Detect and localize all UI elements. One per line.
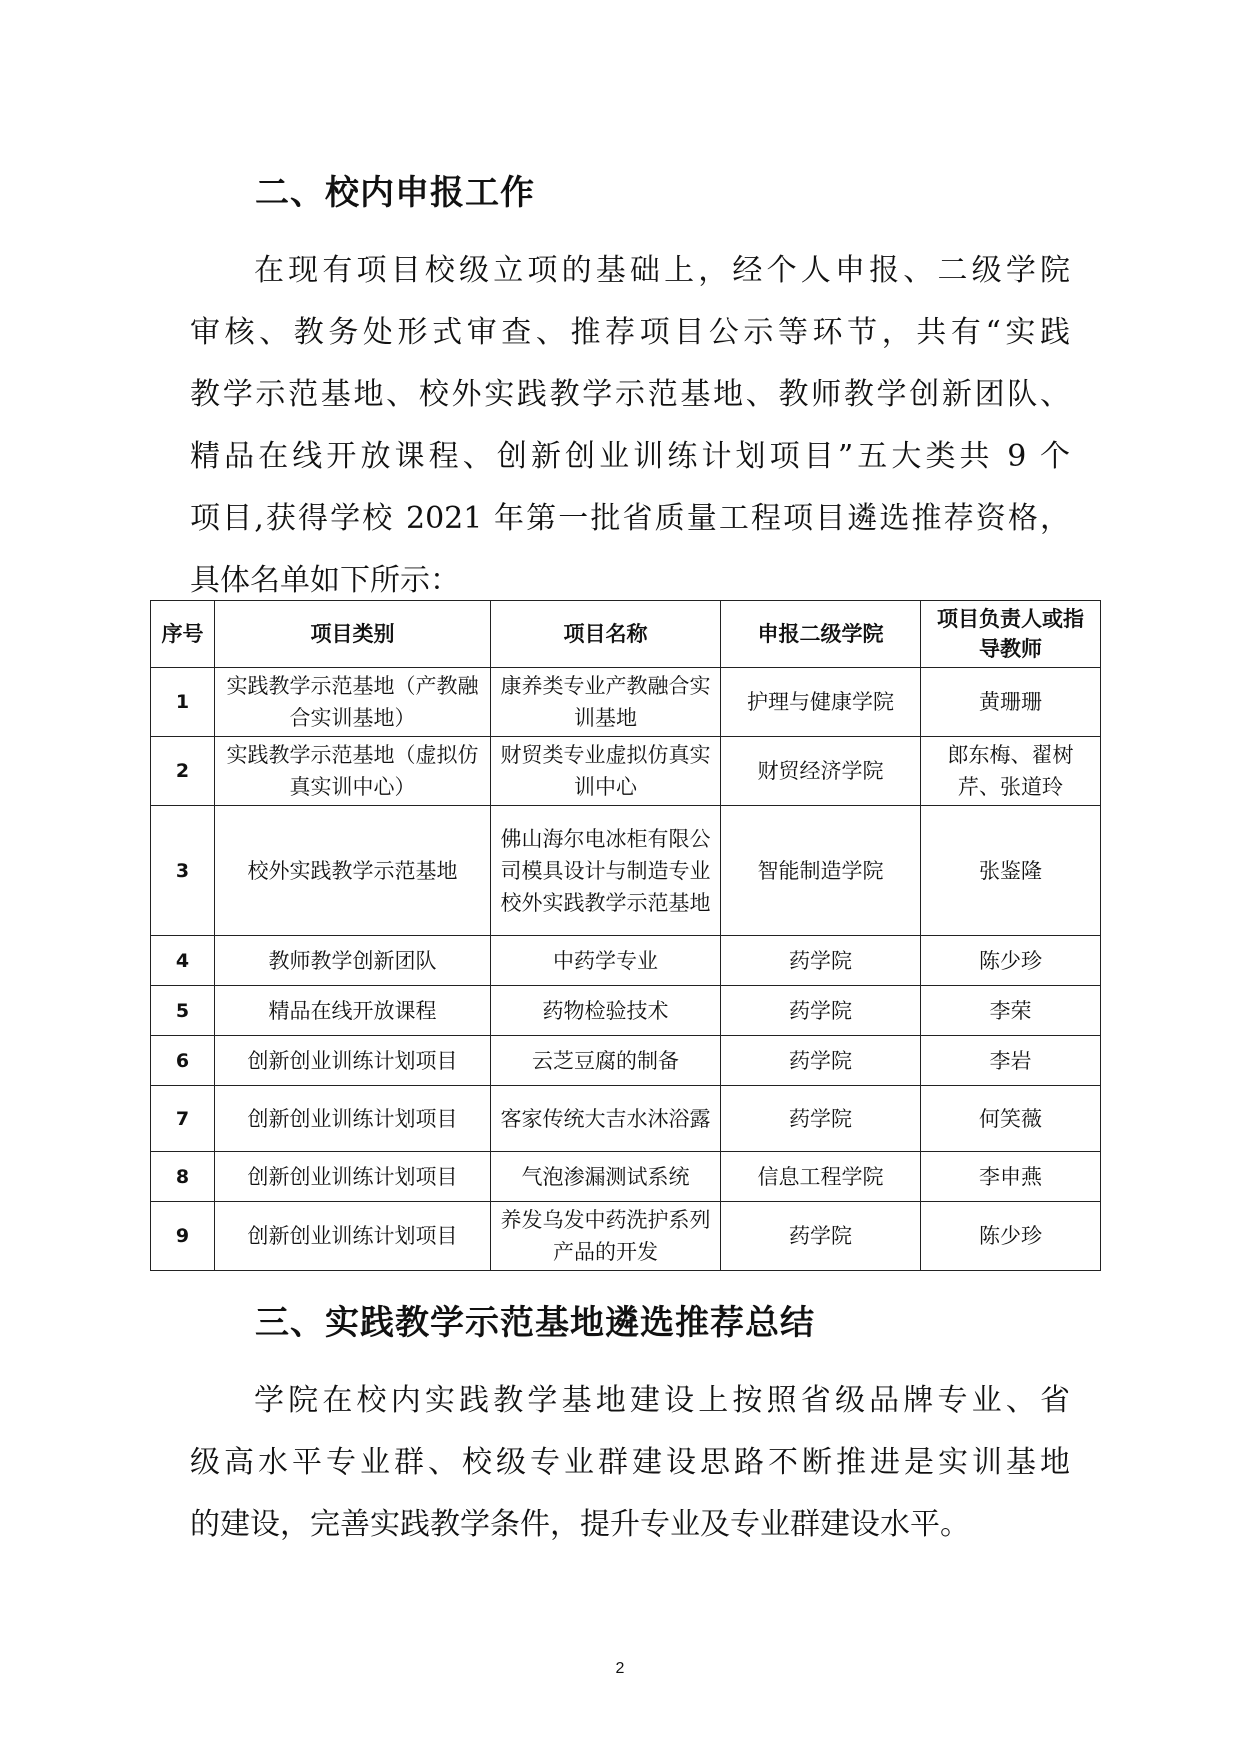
cell-college: 药学院 xyxy=(721,986,921,1036)
cell-college: 信息工程学院 xyxy=(721,1152,921,1202)
paragraph-line: 在现有项目校级立项的基础上，经个人申报、二级学院 xyxy=(254,253,1070,288)
cell-college: 药学院 xyxy=(721,1202,921,1271)
table-row xyxy=(151,668,1101,737)
cell-name: 中药学专业 xyxy=(491,936,721,986)
table-row xyxy=(151,806,1101,936)
cell-leader: 郎东梅、翟树芹、张道玲 xyxy=(921,737,1101,806)
table-row xyxy=(151,1152,1101,1202)
cell-college: 财贸经济学院 xyxy=(721,737,921,806)
cell-no: 3 xyxy=(151,806,215,936)
cell-category: 实践教学示范基地（产教融合实训基地） xyxy=(215,668,491,737)
cell-no: 2 xyxy=(151,737,215,806)
cell-no: 5 xyxy=(151,986,215,1036)
cell-name: 佛山海尔电冰柜有限公司模具设计与制造专业校外实践教学示范基地 xyxy=(491,806,721,936)
paragraph-line: 项目,获得学校 2021 年第一批省质量工程项目遴选推荐资格， xyxy=(190,501,1070,536)
cell-category: 校外实践教学示范基地 xyxy=(215,806,491,936)
cell-no: 1 xyxy=(151,668,215,737)
section-heading-3: 三、实践教学示范基地遴选推荐总结 xyxy=(255,1303,815,1343)
cell-leader: 陈少珍 xyxy=(921,936,1101,986)
cell-no: 7 xyxy=(151,1086,215,1152)
cell-category: 创新创业训练计划项目 xyxy=(215,1152,491,1202)
cell-leader: 李荣 xyxy=(921,986,1101,1036)
table-header-row xyxy=(151,601,1101,668)
paragraph-line: 级高水平专业群、校级专业群建设思路不断推进是实训基地 xyxy=(190,1445,1070,1480)
cell-name: 康养类专业产教融合实训基地 xyxy=(491,668,721,737)
cell-leader: 何笑薇 xyxy=(921,1086,1101,1152)
table-row xyxy=(151,986,1101,1036)
cell-name: 客家传统大吉水沐浴露 xyxy=(491,1086,721,1152)
cell-no: 9 xyxy=(151,1202,215,1271)
cell-no: 4 xyxy=(151,936,215,986)
intro-paragraph xyxy=(190,240,1070,612)
cell-category: 精品在线开放课程 xyxy=(215,986,491,1036)
paragraph-line: 具体名单如下所示： xyxy=(190,563,460,598)
cell-leader: 黄珊珊 xyxy=(921,668,1101,737)
cell-name: 药物检验技术 xyxy=(491,986,721,1036)
cell-name: 财贸类专业虚拟仿真实训中心 xyxy=(491,737,721,806)
table-row xyxy=(151,1086,1101,1152)
project-table xyxy=(150,600,1101,1271)
header-name: 项目名称 xyxy=(491,601,721,668)
cell-no: 8 xyxy=(151,1152,215,1202)
cell-no: 6 xyxy=(151,1036,215,1086)
paragraph-line: 教学示范基地、校外实践教学示范基地、教师教学创新团队、 xyxy=(190,377,1070,412)
cell-name: 气泡渗漏测试系统 xyxy=(491,1152,721,1202)
paragraph-line: 的建设，完善实践教学条件，提升专业及专业群建设水平。 xyxy=(190,1507,970,1542)
cell-name: 云芝豆腐的制备 xyxy=(491,1036,721,1086)
table-row xyxy=(151,737,1101,806)
cell-leader: 李申燕 xyxy=(921,1152,1101,1202)
header-no: 序号 xyxy=(151,601,215,668)
paragraph-line: 精品在线开放课程、创新创业训练计划项目”五大类共 9 个 xyxy=(190,439,1070,474)
table-row xyxy=(151,936,1101,986)
cell-college: 护理与健康学院 xyxy=(721,668,921,737)
cell-college: 智能制造学院 xyxy=(721,806,921,936)
cell-college: 药学院 xyxy=(721,936,921,986)
cell-leader: 陈少珍 xyxy=(921,1202,1101,1271)
cell-leader: 张鉴隆 xyxy=(921,806,1101,936)
page-number: 2 xyxy=(615,1660,625,1677)
cell-college: 药学院 xyxy=(721,1086,921,1152)
header-category: 项目类别 xyxy=(215,601,491,668)
cell-category: 创新创业训练计划项目 xyxy=(215,1202,491,1271)
cell-category: 创新创业训练计划项目 xyxy=(215,1036,491,1086)
cell-category: 教师教学创新团队 xyxy=(215,936,491,986)
section-heading-2: 二、校内申报工作 xyxy=(255,173,535,213)
header-leader: 项目负责人或指导教师 xyxy=(921,601,1101,668)
table-row xyxy=(151,1036,1101,1086)
paragraph-line: 审核、教务处形式审查、推荐项目公示等环节，共有“实践 xyxy=(190,315,1070,350)
paragraph-line: 学院在校内实践教学基地建设上按照省级品牌专业、省 xyxy=(254,1383,1070,1418)
table-row xyxy=(151,1202,1101,1271)
summary-paragraph xyxy=(190,1370,1070,1556)
header-college: 申报二级学院 xyxy=(721,601,921,668)
cell-category: 创新创业训练计划项目 xyxy=(215,1086,491,1152)
cell-category: 实践教学示范基地（虚拟仿真实训中心） xyxy=(215,737,491,806)
cell-college: 药学院 xyxy=(721,1036,921,1086)
cell-leader: 李岩 xyxy=(921,1036,1101,1086)
cell-name: 养发乌发中药洗护系列产品的开发 xyxy=(491,1202,721,1271)
